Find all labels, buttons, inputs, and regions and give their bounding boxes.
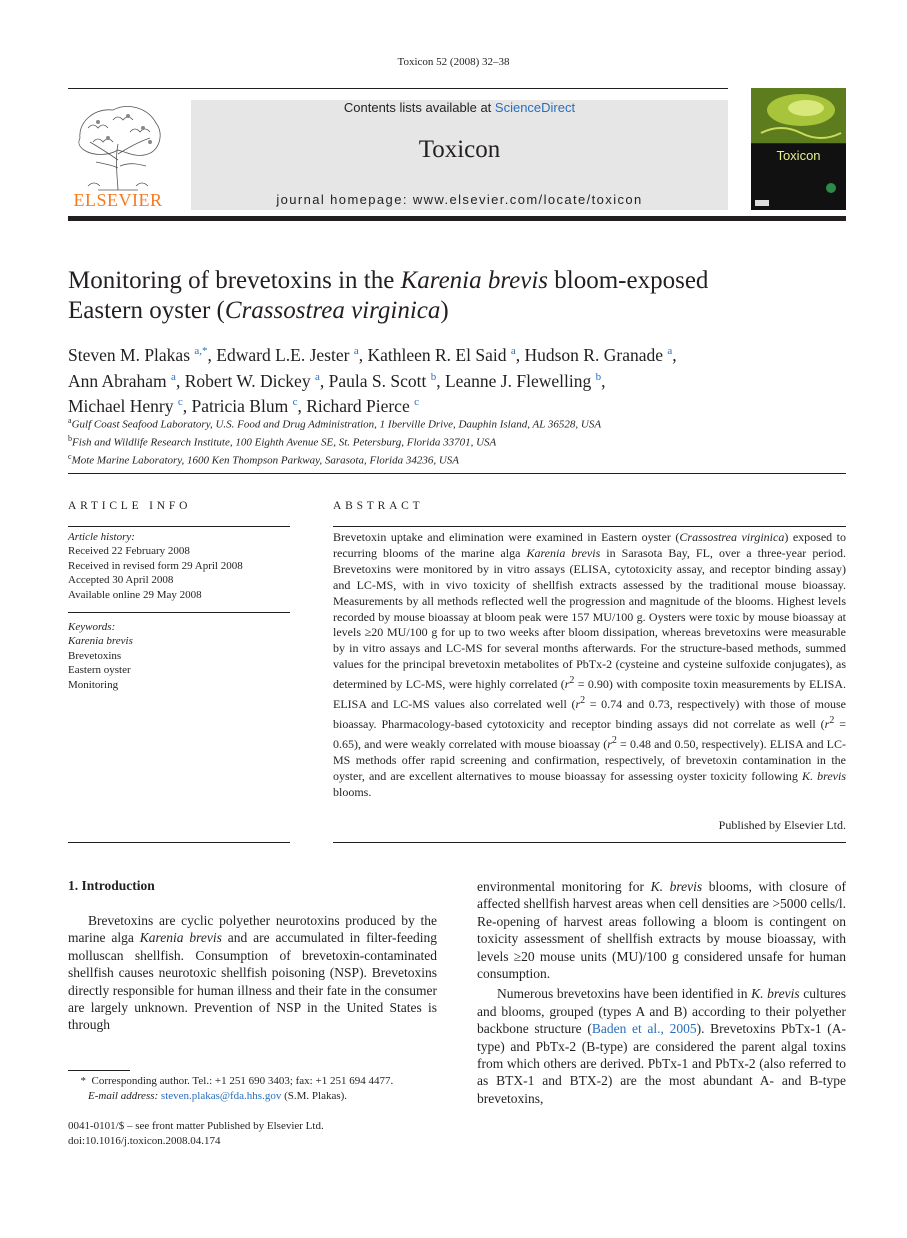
abstract-bottom-rule — [333, 842, 846, 843]
author[interactable]: Robert W. Dickey $^a$, — [184, 370, 329, 391]
abstract-publisher: Published by Elsevier Ltd. — [718, 818, 846, 832]
citation-link[interactable]: Baden et al., 2005 — [591, 1021, 697, 1037]
history-rule — [68, 612, 290, 613]
affiliation: $^c$Mote Marine Laboratory, 1600 Ken Thompson Parkway, Sarasota, Florida 34236, USA — [68, 452, 460, 467]
author[interactable]: Ann Abraham $^a$, — [68, 370, 185, 391]
info-bottom-rule — [68, 842, 290, 843]
author[interactable]: Edward L.E. Jester $^a$, — [216, 344, 368, 365]
author-list — [68, 340, 848, 417]
affiliation: $^b$Fish and Wildlife Research Institute, 100 Eighth Avenue SE, St. Petersburg, Florida 33701, USA — [68, 434, 497, 449]
journal-homepage[interactable]: journal homepage: www.elsevier.com/locate/toxicon — [276, 192, 643, 207]
author[interactable]: Leanne J. Flewelling $^b$, — [444, 370, 606, 391]
article-info-heading: ARTICLE INFO — [68, 500, 192, 512]
journal-banner — [191, 100, 728, 210]
article-history: Article history: Received 22 February 2008 Received in revised form 29 April 2008 Accepted 30 April 2008 Available online 29 May 2008 — [68, 531, 243, 601]
intro-paragraph: Brevetoxins are cyclic polyether neurotoxins produced by the marine alga Karenia brevis and are accumulated in filter-feeding molluscan shellfish. Consumption of brevetoxin-contaminated shellfish causes neurotoxic shellfish poisoning (NSP). Brevetoxins directly responsible for human illness and their fate in the consumer are largely unknown. Prevention of NSP in the United States is through — [68, 913, 438, 1033]
abstract-rule — [333, 526, 846, 527]
affiliations — [68, 414, 848, 468]
sciencedirect-link[interactable]: ScienceDirect — [494, 100, 576, 115]
front-matter: 0041-0101/$ – see front matter Published by Elsevier Ltd. doi:10.1016/j.toxicon.2008.04.174 — [68, 1119, 468, 1149]
author[interactable]: Kathleen R. El Said $^a$, — [367, 344, 525, 365]
author[interactable]: Michael Henry $^c$, — [68, 396, 192, 417]
abstract-heading: ABSTRACT — [333, 500, 424, 512]
journal-cover-image[interactable] — [751, 88, 846, 210]
journal-citation: Toxicon 52 (2008) 32–38 — [397, 56, 510, 68]
article-info-rule — [68, 526, 290, 527]
intro-left-column — [68, 912, 437, 1034]
keyword[interactable]: Eastern oyster — [68, 664, 131, 677]
header-top-rule — [68, 88, 728, 89]
doi-link[interactable]: doi:10.1016/j.toxicon.2008.04.174 — [68, 1135, 221, 1147]
keyword[interactable]: Karenia brevis — [68, 635, 133, 648]
author[interactable]: Hudson R. Granade $^a$, — [524, 344, 677, 365]
footnote-rule — [68, 1070, 130, 1071]
article-title: Monitoring of brevetoxins in the Karenia brevis bloom-exposed Eastern oyster (Crassostrea virginica) — [68, 267, 709, 324]
corresponding-author-footnote: * Corresponding author. Tel.: +1 251 690 3403; fax: +1 251 694 4477. E-mail address: steven.plakas@fda.hhs.gov (S.M. Plakas). — [80, 1075, 394, 1102]
contents-availability: Contents lists available at ScienceDirect — [343, 100, 576, 115]
author[interactable]: Patricia Blum $^c$, — [191, 396, 307, 417]
keyword[interactable]: Monitoring — [68, 678, 119, 691]
email-link[interactable]: steven.plakas@fda.hhs.gov — [160, 1090, 282, 1102]
keywords: Keywords: Karenia brevis Brevetoxins Eastern oyster Monitoring — [68, 621, 133, 691]
intro-right-column — [477, 878, 846, 1107]
journal-name: Toxicon — [418, 136, 501, 163]
abstract-text: Brevetoxin uptake and elimination were examined in Eastern oyster (Crassostrea virginica) exposed to recurring blooms of the marine alga Karenia brevis in Sarasota Bay, FL, over a three-year period. Brevetoxins were monitored by in vitro assays (ELISA, cytotoxicity assay, and receptor binding assay) and LC-MS, with in vivo toxicity of shellfish extracts assessed by the traditional mouse bioassay. Measurements by all methods reflected well the progression and magnitude of the blooms. Highest levels recorded by mouse bioassay at bloom peak were 157 MU/100 g. Oysters were toxic by mouse bioassay at levels ≥20 MU/100 g for up to two weeks after bloom dissipation, whereas brevetoxins were measurable by in vitro assays and LC-MS for several months afterwards. For the structure-based methods, summed values for the principal brevetoxin metabolites of PbTx-2 (cysteine and cysteine sulfoxide conjugates), as determined by LC-MS, were highly correlated $(r^2 = 0.90)$ with composite toxin measurements by ELISA. ELISA and LC-MS values also correlated well ($r^2 = 0.74$ and 0.73, respectively) with those of mouse bioassay. Pharmacology-based cytotoxicity and receptor binding assays did not correlate as well $(r^2 = 0.65)$, and were weakly correlated with mouse bioassay ($r^2 = 0.48$ and 0.50, respectively). ELISA and LC-MS methods offer rapid screening and confirmation, respectively, of brevetoxin contamination in the oyster, and are excellent alternatives to mouse bioassay for assessing oyster toxicity following K. brevis blooms. — [333, 530, 847, 799]
author[interactable]: Richard Pierce $^c$ — [306, 396, 419, 417]
keyword[interactable]: Brevetoxins — [68, 649, 122, 662]
elsevier-wordmark: ELSEVIER — [73, 190, 163, 210]
intro-heading: 1. Introduction — [68, 878, 155, 893]
cover-title: Toxicon — [776, 148, 821, 163]
affiliation: $^a$Gulf Coast Seafood Laboratory, U.S. Food and Drug Administration, 1 Iberville Drive, Dauphin Island, AL 36528, USA — [68, 416, 602, 431]
affiliation-rule — [68, 473, 846, 474]
intro-paragraph: environmental monitoring for K. brevis blooms, with closure of affected shellfish harvest areas when cell densities are >5000 cells/l. Re-opening of harvest areas following a bloom is contingent on toxicity assessment of shellfish extracts by mouse bioassay, with levels ≥20 mouse units (MU)/100 g considered unsafe for human consumption. — [477, 879, 846, 982]
elsevier-logo[interactable] — [68, 98, 168, 210]
intro-paragraph: Numerous brevetoxins have been identified in K. brevis cultures and blooms, grouped (types A and B) according to their polyether backbone structure (Baden et al., 2005). Brevetoxins PbTx-1 (A-type) and PbTx-2 (B-type) are considered the parent algal toxins from which others are derived. PbTx-1 and PbTx-2 (also referred to as BTX-1 and BTX-2) are the most abundant A- and B-type brevetoxins, — [477, 986, 847, 1106]
header-thick-rule — [68, 216, 846, 221]
author[interactable]: Steven M. Plakas $^{a,*}$, — [68, 344, 217, 365]
author[interactable]: Paula S. Scott $^b$, — [328, 370, 445, 391]
